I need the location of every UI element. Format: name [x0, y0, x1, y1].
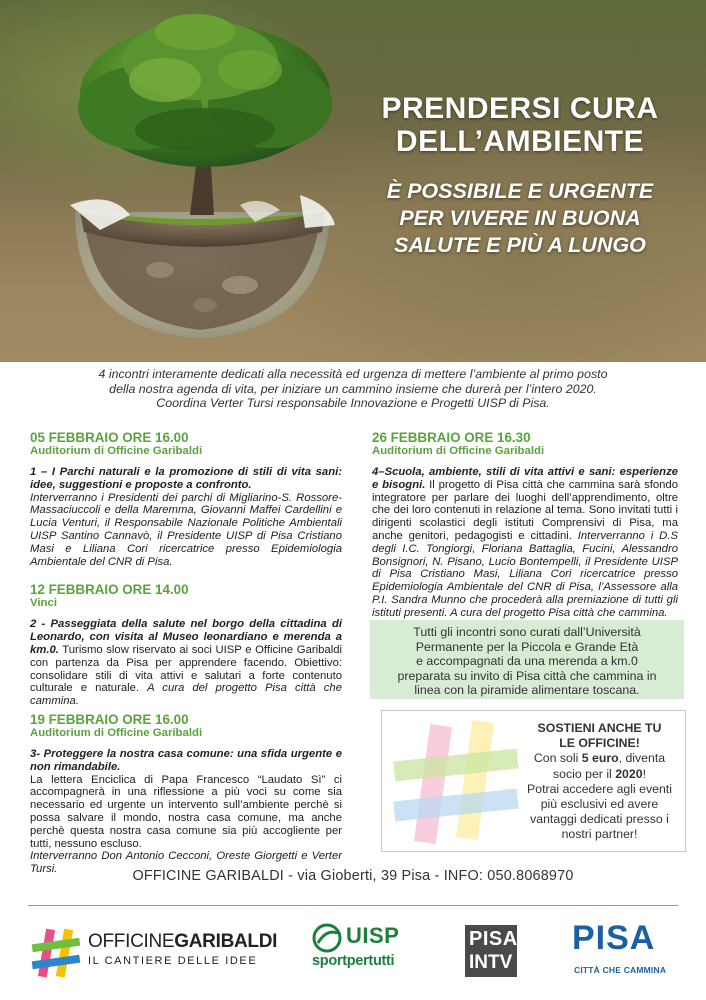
- event-date: 26 FEBBRAIO ORE 16.30: [372, 430, 531, 445]
- hero-subtitle-line-1: È POSSIBILE E URGENTE: [386, 179, 654, 203]
- event-date: 12 FEBBRAIO ORE 14.00: [30, 582, 189, 598]
- event-place: Auditorium di Officine Garibaldi: [372, 445, 545, 457]
- pisatv-line-2: INTV: [469, 952, 513, 973]
- promo-heading-1: SOSTIENI ANCHE TU: [537, 721, 662, 735]
- event-description: [372, 466, 678, 620]
- event-title: 4–Scuola, ambiente, stili di vita attivi e sani: esperienze e bisogni.: [372, 466, 678, 491]
- og-name-light: OFFICINE: [88, 931, 175, 952]
- promo-offer-post: !: [642, 766, 646, 781]
- uisp-logo[interactable]: [310, 921, 420, 981]
- event-3: [30, 712, 342, 876]
- intro-text: [30, 367, 676, 411]
- event-body-italic: Interverranno i D.S degli I.C. Tongiorgi, Floriana Battaglia, Fucini, Alessandro Bonsignori, N. Pisano, Lucio Bontempelli, il Presidente UISP di Pisa Cristiano Masi, Liliana Cori ricercatrice presso Epidemiologia Ambientale del CNR di Pisa, l’Assessore alla P.I. Sandra Munno che procederà alla premiazione di tutti gli istituti presenti. A cura del progetto Pisa città che cammina.: [372, 529, 679, 619]
- event-body-italic: A cura del progetto Pisa città che cammina.: [30, 682, 342, 708]
- promo-year: 2020: [615, 766, 643, 781]
- event-2: [30, 582, 342, 708]
- og-name: [88, 931, 277, 953]
- event-place: Auditorium di Officine Garibaldi: [30, 445, 203, 457]
- events-left-column: [30, 430, 342, 886]
- membership-promo: [381, 710, 686, 852]
- event-title: 1 – I Parchi naturali e la promozione di stili di vita sani: idee, suggestioni e proposte a confronto.: [30, 466, 342, 491]
- pisa-in-tv-logo[interactable]: [465, 925, 517, 977]
- pisatv-line-1: PISA: [469, 928, 518, 950]
- event-body: Interverranno i Presidenti dei parchi di Migliarino-S. Rossore-Massaciuccoli e della Maremma, Giovanni Maffei Cardellini e Lucia Venturi, il Responsabile Nazionale Politiche Ambientali UISP Santino Cannavò, il Presidente UISP di Pisa Cristiano Masi e Liliana Cori ricercatrice presso Epidemiologia Ambientale del CNR di Pisa.: [30, 491, 342, 568]
- uisp-runner-icon: [310, 923, 344, 953]
- promo-text: [522, 721, 677, 843]
- info-line-2: Permanente per la Piccola e Grande Età: [415, 639, 639, 654]
- promo-benefits: Potrai accedere agli eventi più esclusivi ed avere vantaggi dedicati presso i nostri partner!: [527, 781, 672, 842]
- info-line-5: linea con la piramide alimentare toscana.: [414, 683, 640, 698]
- intro-line-3: Coordina Verter Tursi responsabile Innovazione e Progetti UISP di Pisa.: [156, 396, 550, 411]
- promo-heading-2: LE OFFICINE!: [559, 736, 640, 751]
- event-date: 19 FEBBRAIO ORE 16.00: [30, 711, 189, 727]
- promo-offer-pre: Con soli: [533, 751, 582, 766]
- uisp-name: UISP: [346, 923, 400, 948]
- hero-title: [370, 92, 670, 158]
- intro-line-2: della nostra agenda di vita, per iniziare un cammino insieme che durerà per l’intero 2020.: [109, 381, 597, 396]
- promo-offer-mid: , diventa socio per il: [553, 751, 666, 781]
- event-body: La lettera Enciclica di Papa Francesco “Laudato Sì” ci accompagnerà in una riflessione a più voci su come sia necessario ed urgente un intervento sull’ambiente perchè si possa salvare il mondo, nostra casa comune, ma anche perchè questa nostra casa comune sia più accogliente per tutti, nessuno escluso.: [30, 773, 342, 850]
- event-4: [372, 430, 678, 620]
- officine-garibaldi-logo[interactable]: [30, 925, 278, 981]
- hero-title-line-1: PRENDERSI CURA: [381, 92, 659, 125]
- promo-offer: [522, 751, 677, 781]
- pisa-citta-che-cammina-logo[interactable]: [568, 919, 668, 983]
- sponsor-logos: [0, 915, 706, 1000]
- info-line-1: Tutti gli incontri sono curati dall’Università: [413, 625, 641, 639]
- intro-line-1: 4 incontri interamente dedicati alla necessità ed urgenza di mettere l’ambiente al primo posto: [98, 367, 608, 381]
- og-tagline: IL CANTIERE DELLE IDEE: [88, 955, 258, 967]
- event-body: Il progetto di Pisa città che cammina sarà sfondo integratore per parlare dei luoghi dell’apprendimento, oltre che dei loro contenuti in relazione al tema. Sono invitati tutti i dirigenti scolastici degli istituti Comprensivi di Pisa, ma anche genitori, pedagogisti e cittadini.: [372, 478, 678, 542]
- promo-price: 5 euro: [581, 751, 619, 766]
- event-body: Turismo slow riservato ai soci UISP e Officine Garibaldi con partenza da Pisa per apprendere facendo. Obiettivo: consolidare stili di vita attivi e salutari a forte contenuto culturale e naturale.: [30, 643, 342, 695]
- event-place: Auditorium di Officine Garibaldi: [30, 726, 203, 739]
- event-description: [30, 618, 342, 708]
- info-line-3: e accompagnati da una merenda a km.0: [416, 654, 638, 669]
- pcc-name: PISA: [572, 919, 656, 957]
- contact-info: OFFICINE GARIBALDI - via Gioberti, 39 Pisa - INFO: 050.8068970: [132, 868, 574, 884]
- uisp-tagline: sportpertutti: [312, 953, 395, 969]
- hashtag-icon: [386, 711, 526, 851]
- hashtag-logo-icon: [30, 927, 82, 979]
- event-place: Vinci: [30, 597, 58, 610]
- info-line-4: preparata su invito di Pisa città che cammina in: [397, 668, 657, 683]
- event-1: [30, 430, 342, 568]
- event-date: 05 FEBBRAIO ORE 16.00: [30, 430, 189, 445]
- event-body-italic: Interverranno Don Antonio Cecconi, Oreste Giorgetti e Verter Tursi.: [30, 850, 342, 876]
- events-right-column: [372, 430, 678, 630]
- og-name-bold: GARIBALDI: [174, 931, 278, 952]
- event-title: 3- Proteggere la nostra casa comune: una sfida urgente e non rimandabile.: [30, 747, 342, 773]
- hero-subtitle-line-3: SALUTE E PIÙ A LUNGO: [394, 233, 646, 257]
- hero-title-line-2: DELL’AMBIENTE: [395, 125, 645, 158]
- pcc-tagline: CITTÀ CHE CAMMINA: [574, 965, 667, 975]
- info-box: [370, 620, 684, 699]
- hero-banner: [0, 0, 706, 362]
- event-title: 2 - Passeggiata della salute nel borgo della cittadina di Leonardo, con visita al Museo leonardiano e merenda a km.0.: [30, 618, 342, 656]
- hero-subtitle: [372, 178, 668, 259]
- hero-subtitle-line-2: PER VIVERE IN BUONA: [399, 206, 641, 230]
- footer-divider: [28, 905, 678, 906]
